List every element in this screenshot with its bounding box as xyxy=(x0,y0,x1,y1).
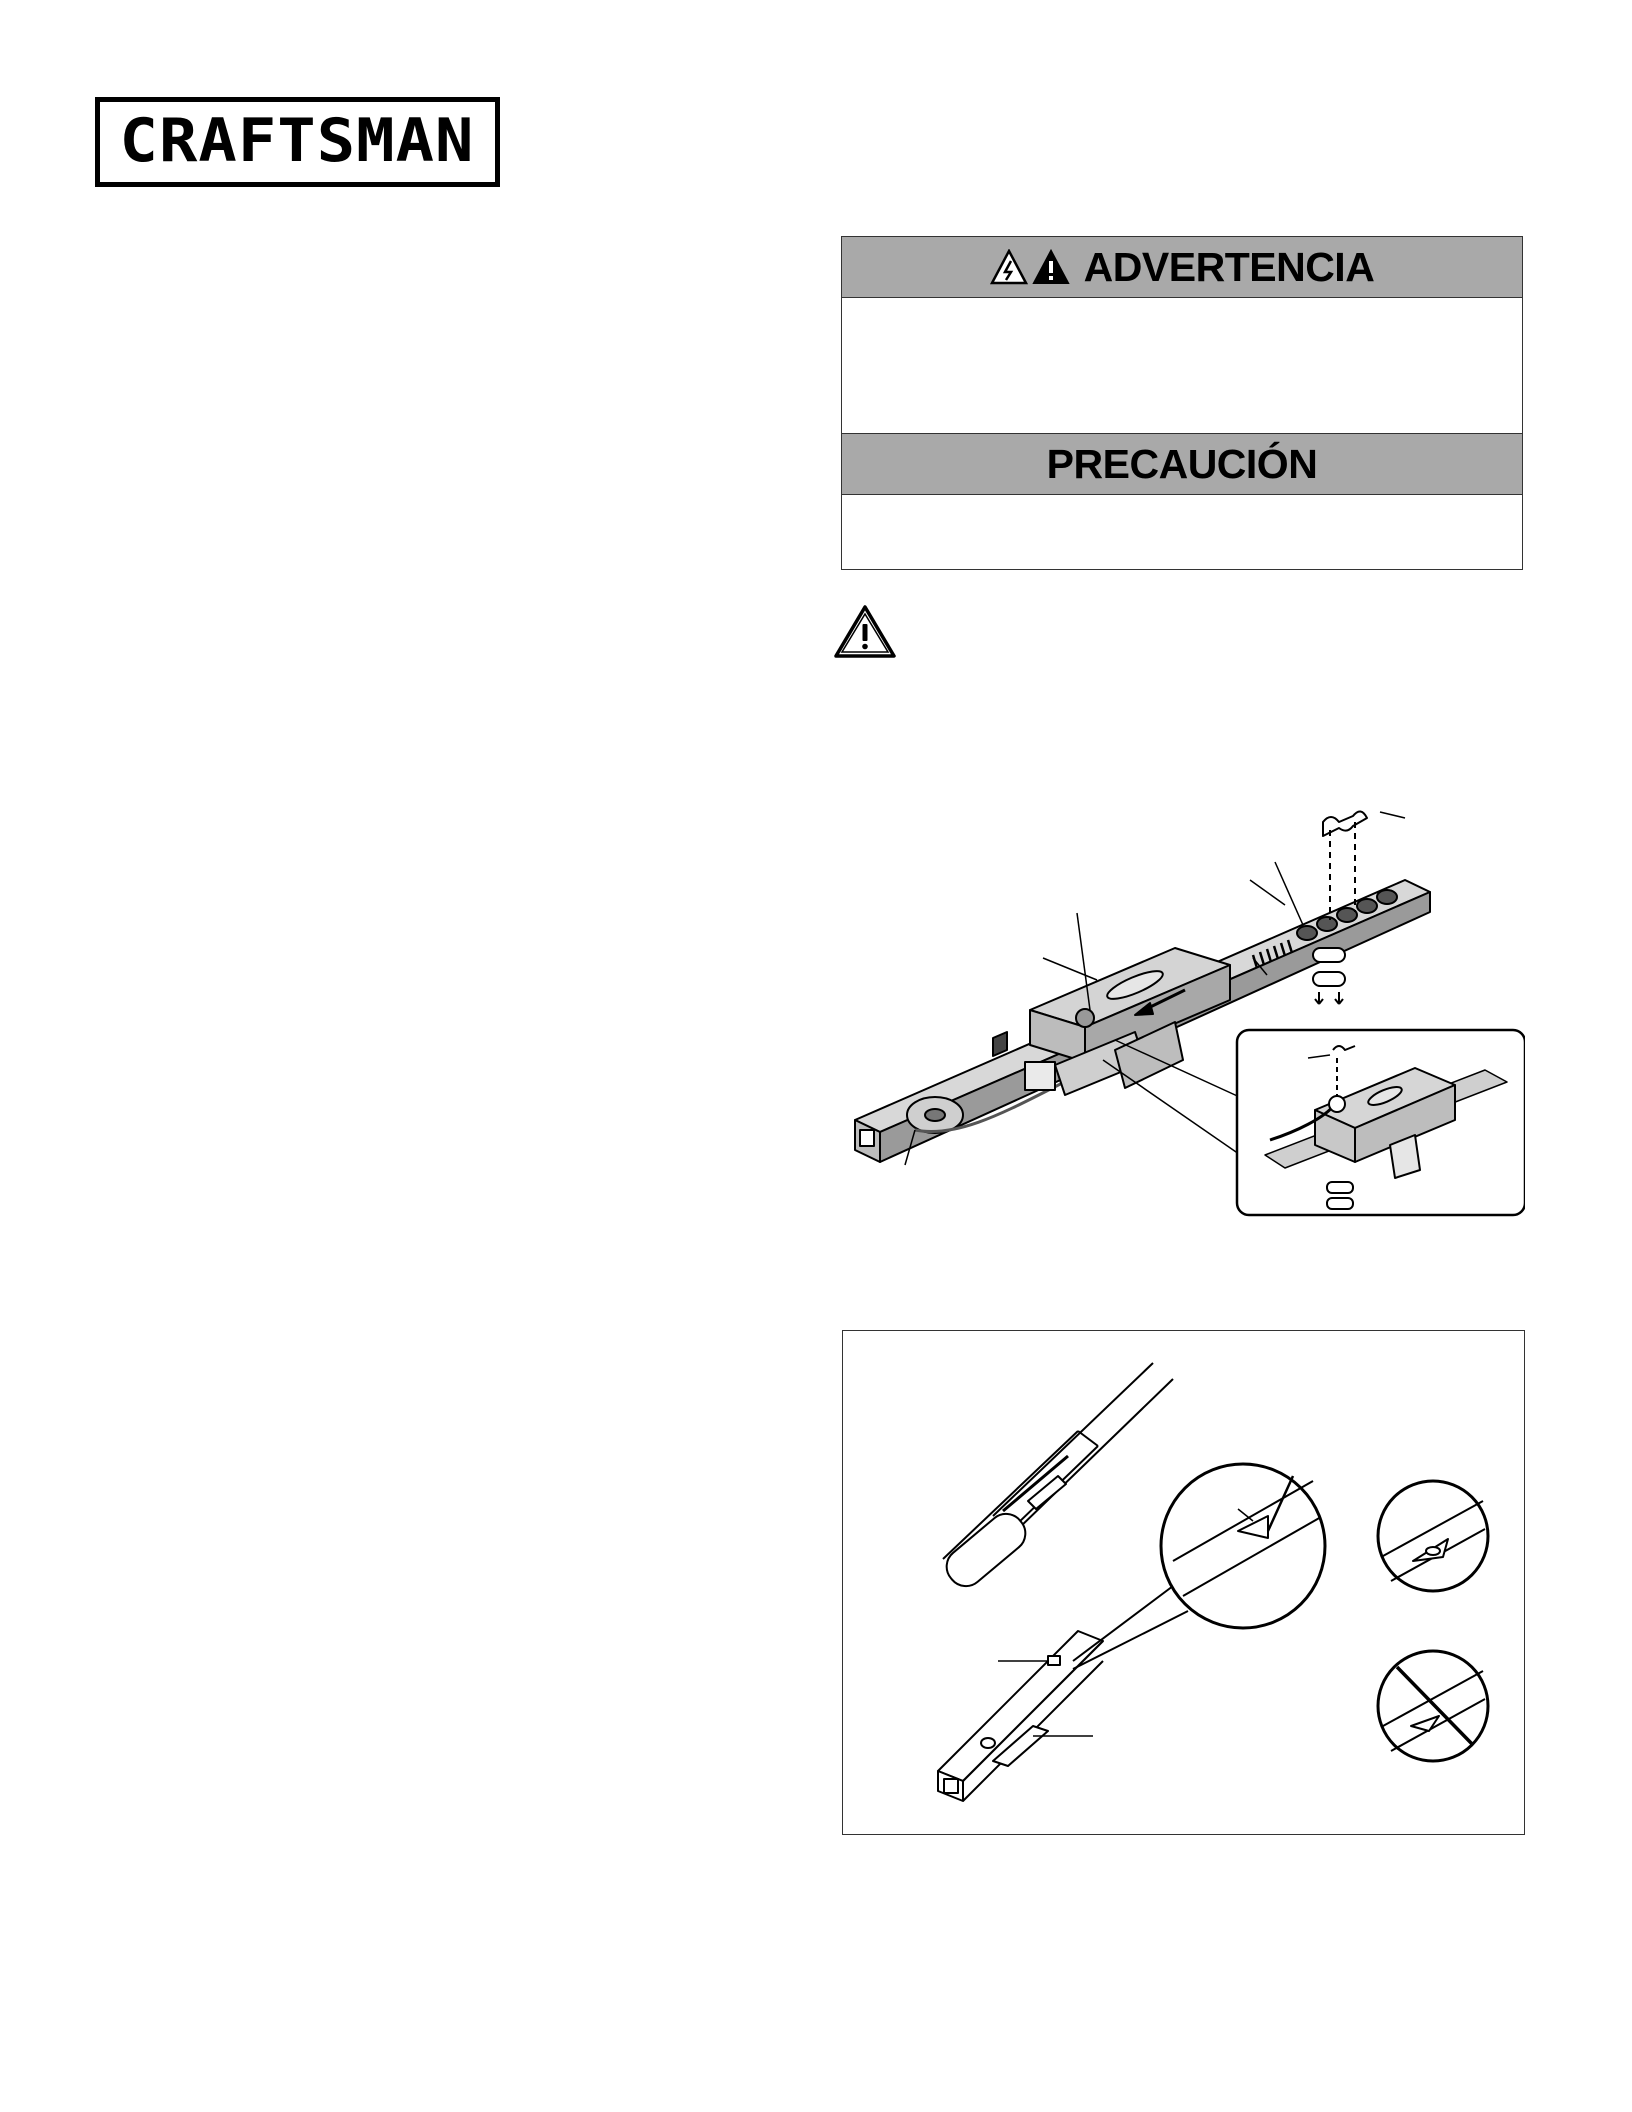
safety-alert-icon xyxy=(833,603,897,659)
trolley-assembly-illustration xyxy=(845,800,1525,1220)
safety-notice-box xyxy=(841,236,1523,570)
screwdriver-icon xyxy=(939,1456,1068,1593)
warning-heading: ADVERTENCIA xyxy=(1083,243,1375,290)
alert-warning-icon xyxy=(1032,249,1070,285)
svg-text:CRAFTSMAN: CRAFTSMAN xyxy=(119,111,475,173)
rail-tab-illustration xyxy=(843,1331,1523,1833)
caution-heading: PRECAUCIÓN xyxy=(1046,440,1318,487)
rail-tab-figure-frame xyxy=(842,1330,1525,1835)
craftsman-logo xyxy=(95,97,500,187)
craftsman-logo-wordmark xyxy=(115,111,480,173)
hazard-icons xyxy=(990,249,1070,285)
caution-header xyxy=(842,433,1522,495)
electric-shock-warning-icon xyxy=(990,249,1028,285)
warning-header xyxy=(842,237,1522,298)
